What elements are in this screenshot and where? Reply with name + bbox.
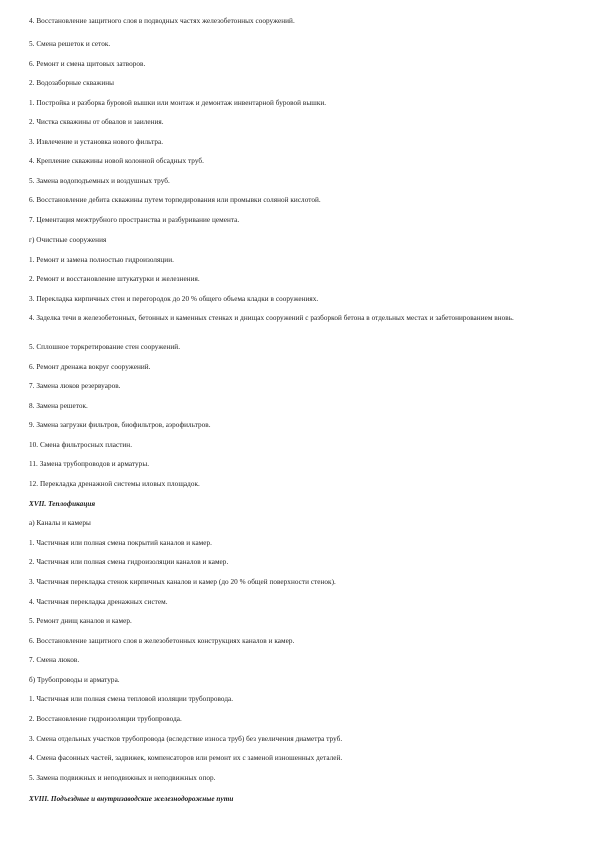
doc-line: 10. Смена фильтросных пластин. xyxy=(29,441,133,449)
doc-line: 2. Ремонт и восстановление штукатурки и железнения. xyxy=(29,275,200,283)
doc-line: 9. Замена загрузки фильтров, биофильтров, аэрофильтров. xyxy=(29,421,211,429)
doc-line: 1. Частичная или полная смена тепловой изоляции трубопровода. xyxy=(29,695,234,703)
doc-line: 4. Смена фасонных частей, задвижек, компенсаторов или ремонт их с заменой изношенных деталей. xyxy=(29,754,343,762)
doc-line: 6. Ремонт и смена щитовых затворов. xyxy=(29,60,146,68)
doc-line: 6. Восстановление защитного слоя в железобетонных конструкциях каналов и камер. xyxy=(29,637,295,645)
doc-line: 1. Постройка и разборка буровой вышки или монтаж и демонтаж инвентарной буровой вышки. xyxy=(29,99,327,107)
doc-line: 4. Частичная перекладка дренажных систем. xyxy=(29,598,168,606)
doc-line: 1. Ремонт и замена полностью гидроизоляции. xyxy=(29,256,174,264)
doc-line: 8. Замена решеток. xyxy=(29,402,88,410)
doc-line: 5. Смена решеток и сеток. xyxy=(29,40,111,48)
doc-line: 1. Частичная или полная смена покрытий каналов и камер. xyxy=(29,539,213,547)
doc-line: 4. Крепление скважины новой колонной обсадных труб. xyxy=(29,157,204,165)
section-heading: XVIII. Подъездные и внутризаводские железнодорожные пути xyxy=(29,795,234,803)
doc-line: 2. Восстановление гидроизоляции трубопровода. xyxy=(29,715,182,723)
section-heading: XVII. Теплофикация xyxy=(29,500,96,508)
doc-line: г) Очистные сооружения xyxy=(29,236,107,244)
doc-line: а) Каналы и камеры xyxy=(29,519,91,527)
doc-line: 5. Сплошное торкретирование стен сооружений. xyxy=(29,343,181,351)
doc-line: 2. Чистка скважины от обвалов и заиления. xyxy=(29,118,164,126)
doc-line: 3. Смена отдельных участков трубопровода (вследствие износа труб) без увеличения диаметра труб. xyxy=(29,735,343,743)
doc-line: 12. Перекладка дренажной системы иловых площадок. xyxy=(29,480,200,488)
doc-line: 11. Замена трубопроводов и арматуры. xyxy=(29,460,150,468)
doc-line: 5. Ремонт днищ каналов и камер. xyxy=(29,617,132,625)
doc-line: 3. Частичная перекладка стенок кирпичных каналов и камер (до 20 % общей поверхности стенок). xyxy=(29,578,336,586)
doc-line: 6. Ремонт дренажа вокруг сооружений. xyxy=(29,363,151,371)
doc-line: 2. Частичная или полная смена гидроизоляции каналов и камер. xyxy=(29,558,229,566)
doc-line: 2. Водозаборные скважины xyxy=(29,79,115,87)
doc-line: 5. Замена подвижных и неподвижных и неподвижных опор. xyxy=(29,774,216,782)
doc-line: б) Трубопроводы и арматура. xyxy=(29,676,120,684)
doc-line: 7. Смена люков. xyxy=(29,656,80,664)
doc-line: 4. Заделка течи в железобетонных, бетонных и каменных стенках и днищах сооружений с разборкой бетона в отдельных местах и забетонированием вновь. xyxy=(29,314,514,322)
doc-line: 4. Восстановление защитного слоя в подводных частях железобетонных сооружений. xyxy=(29,17,295,25)
doc-line: 6. Восстановление дебита скважины путем торпедирования или промывки соляной кислотой. xyxy=(29,196,321,204)
doc-line: 7. Замена люков резервуаров. xyxy=(29,382,121,390)
doc-line: 3. Перекладка кирпичных стен и перегородок до 20 % общего объема кладки в сооружениях. xyxy=(29,295,319,303)
doc-line: 7. Цементация межтрубного пространства и разбуривание цемента. xyxy=(29,216,240,224)
doc-line: 5. Замена водоподъемных и воздушных труб. xyxy=(29,177,170,185)
doc-line: 3. Извлечение и установка нового фильтра. xyxy=(29,138,164,146)
